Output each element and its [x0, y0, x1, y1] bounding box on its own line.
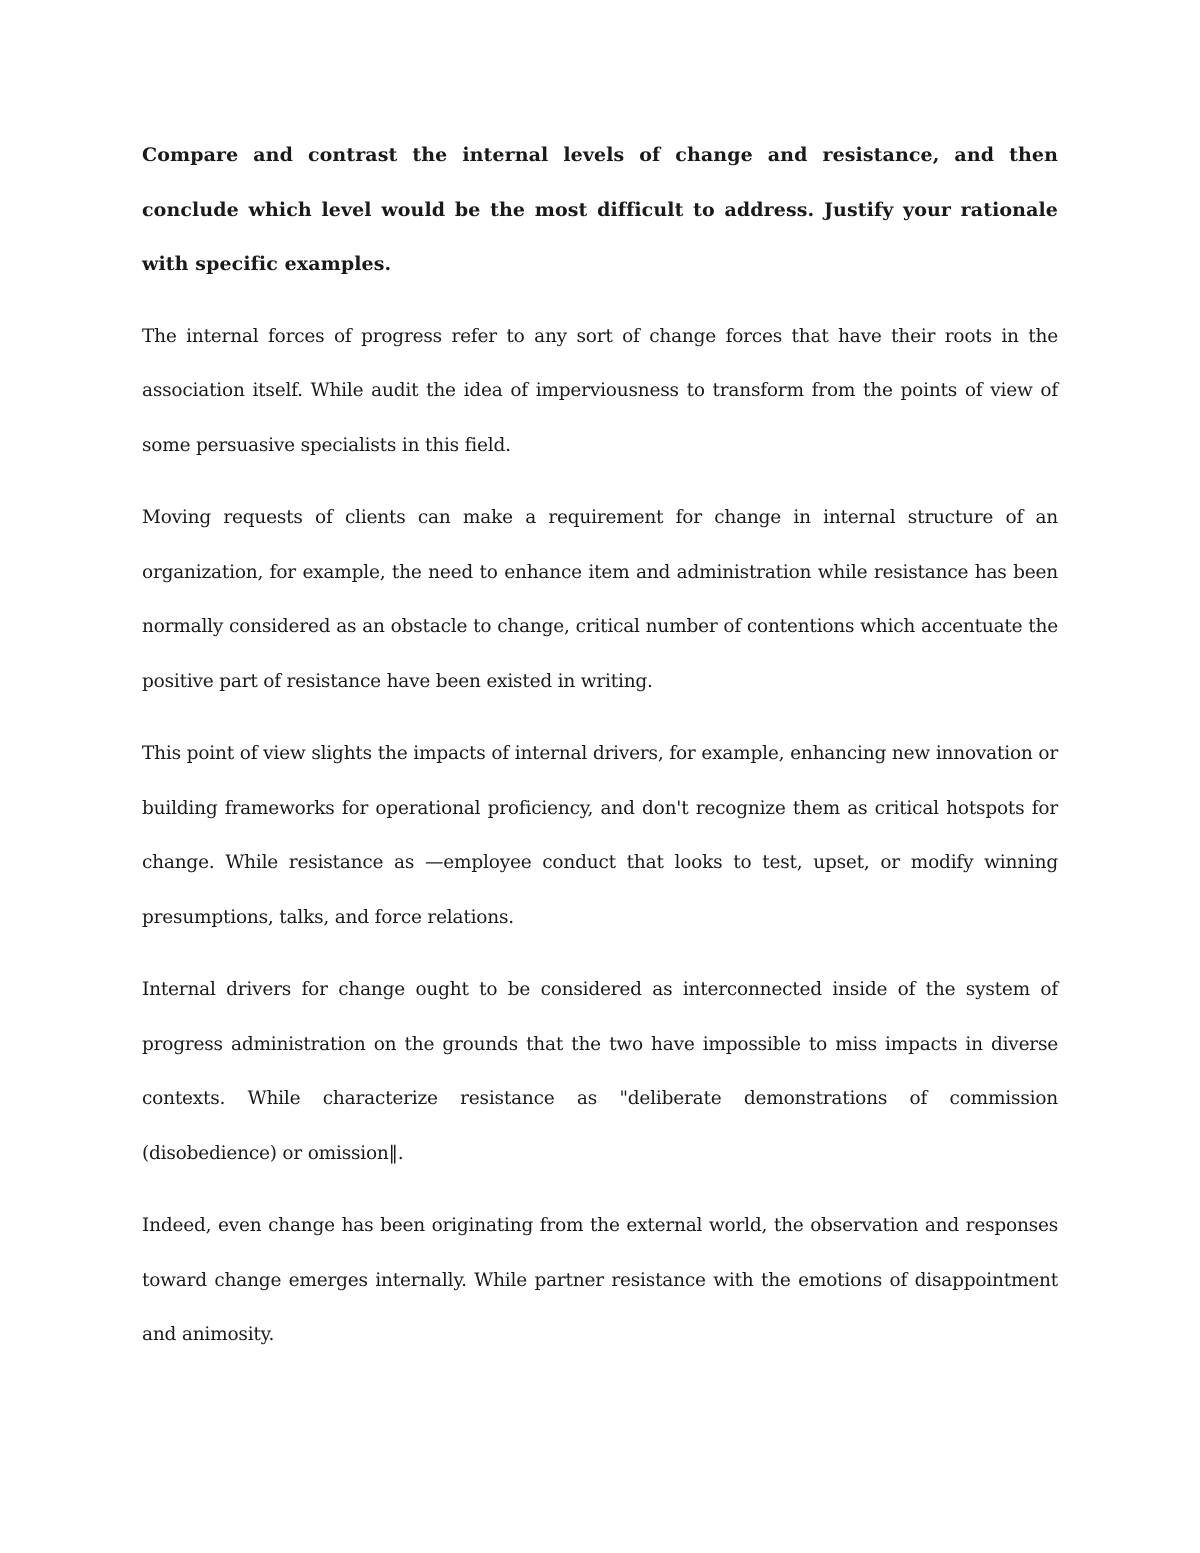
paragraph-internal-forces: The internal forces of progress refer to any sort of change forces that have their roots in the association itself. While audit the idea of imperviousness to transform from the points of view of some persuasive specialists in this field. — [142, 325, 1058, 456]
question-heading: Compare and contrast the internal levels of change and resistance, and then conclude which level would be the most difficult to address. Justify your rationale with specific examples. — [142, 144, 1058, 275]
paragraph-interconnected-drivers: Internal drivers for change ought to be considered as interconnected inside of the system of progress administration on the grounds that the two have impossible to miss impacts in diverse contexts. While characterize resistance as "deliberate demonstrations of commission (disobedience) or omission‖. — [142, 979, 1058, 1164]
paragraph-external-world: Indeed, even change has been originating from the external world, the observation and responses toward change emerges internally. While partner resistance with the emotions of disappointment and animosity. — [142, 1215, 1058, 1345]
paragraph-client-requests: Moving requests of clients can make a requirement for change in internal structure of an organization, for example, the need to enhance item and administration while resistance has been normally considered as an obstacle to change, critical number of contentions which accentuate the positive part of resistance have been existed in writing. — [142, 507, 1058, 692]
paragraph-internal-drivers-view: This point of view slights the impacts of internal drivers, for example, enhancing new innovation or building frameworks for operational proficiency, and don't recognize them as critical hotspots for change. While resistance as —employee conduct that looks to test, upset, or modify winning presumptions, talks, and force relations. — [142, 743, 1058, 928]
document-page — [142, 128, 1058, 1381]
